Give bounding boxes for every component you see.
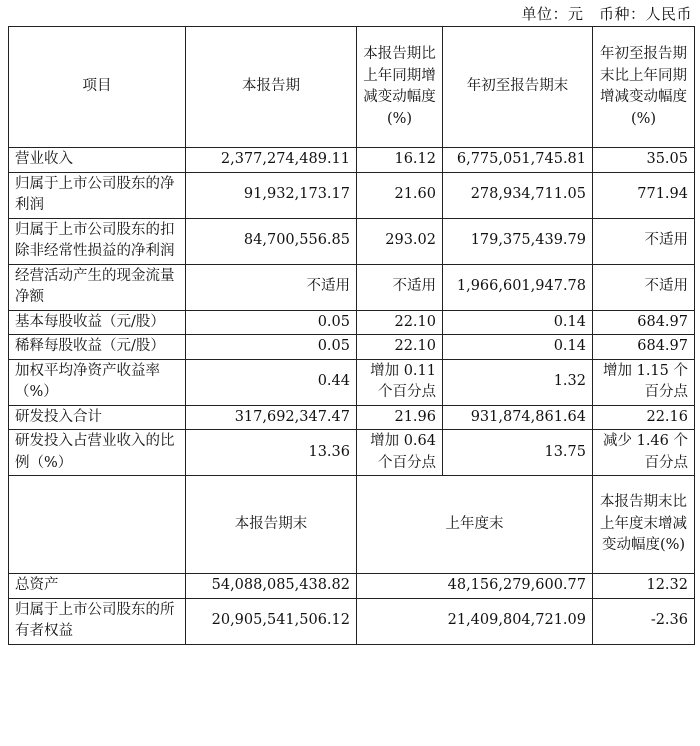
ytd-yoy-value: 22.16	[593, 405, 695, 430]
table-row	[9, 264, 695, 310]
yoy-value: 22.10	[357, 310, 443, 335]
ytd-yoy-value: 771.94	[593, 172, 695, 218]
table-row	[9, 574, 695, 599]
change-value: 12.32	[593, 574, 695, 599]
yoy-value: 不适用	[357, 264, 443, 310]
yoy-value: 21.60	[357, 172, 443, 218]
row-label: 归属于上市公司股东的所有者权益	[9, 598, 186, 644]
header-row-balance	[9, 476, 695, 574]
row-label: 加权平均净资产收益率（%）	[9, 359, 186, 405]
ytd-yoy-value: 不适用	[593, 264, 695, 310]
period-end-value: 54,088,085,438.82	[186, 574, 357, 599]
ytd-value: 1,966,601,947.78	[443, 264, 593, 310]
ytd-value: 1.32	[443, 359, 593, 405]
current-value: 91,932,173.17	[186, 172, 357, 218]
header-blank-cell	[9, 476, 186, 574]
row-label: 总资产	[9, 574, 186, 599]
yoy-value: 293.02	[357, 218, 443, 264]
row-label: 经营活动产生的现金流量净额	[9, 264, 186, 310]
row-label: 营业收入	[9, 148, 186, 173]
yoy-value: 21.96	[357, 405, 443, 430]
table-row	[9, 405, 695, 430]
last-year-end-value: 48,156,279,600.77	[357, 574, 593, 599]
table-row	[9, 430, 695, 476]
row-label: 稀释每股收益（元/股）	[9, 335, 186, 360]
ytd-yoy-value: 不适用	[593, 218, 695, 264]
table-row	[9, 148, 695, 173]
ytd-value: 179,375,439.79	[443, 218, 593, 264]
current-value: 不适用	[186, 264, 357, 310]
current-value: 0.44	[186, 359, 357, 405]
last-year-end-value: 21,409,804,721.09	[357, 598, 593, 644]
unit-currency-note: 单位：元 币种：人民币	[521, 5, 692, 23]
table-row	[9, 359, 695, 405]
ytd-yoy-value: 684.97	[593, 310, 695, 335]
current-value: 0.05	[186, 310, 357, 335]
current-value: 317,692,347.47	[186, 405, 357, 430]
current-value: 2,377,274,489.11	[186, 148, 357, 173]
ytd-value: 6,775,051,745.81	[443, 148, 593, 173]
row-label: 研发投入合计	[9, 405, 186, 430]
ytd-value: 278,934,711.05	[443, 172, 593, 218]
row-label: 归属于上市公司股东的净利润	[9, 172, 186, 218]
current-value: 13.36	[186, 430, 357, 476]
table-row	[9, 218, 695, 264]
ytd-value: 931,874,861.64	[443, 405, 593, 430]
header-row	[9, 27, 695, 148]
ytd-value: 0.14	[443, 335, 593, 360]
table-row	[9, 310, 695, 335]
change-value: -2.36	[593, 598, 695, 644]
financial-data-table	[8, 26, 695, 645]
current-value: 0.05	[186, 335, 357, 360]
yoy-value: 增加 0.64 个百分点	[357, 430, 443, 476]
ytd-value: 0.14	[443, 310, 593, 335]
header-item: 项目	[9, 27, 186, 148]
header-balance-change: 本报告期末比上年度末增减变动幅度(%)	[593, 476, 695, 574]
header-ytd-yoy-change: 年初至报告期末比上年同期增减变动幅度(%)	[593, 27, 695, 148]
table-row	[9, 598, 695, 644]
period-end-value: 20,905,541,506.12	[186, 598, 357, 644]
yoy-value: 增加 0.11 个百分点	[357, 359, 443, 405]
row-label: 研发投入占营业收入的比例（%）	[9, 430, 186, 476]
current-value: 84,700,556.85	[186, 218, 357, 264]
table-row	[9, 335, 695, 360]
ytd-yoy-value: 684.97	[593, 335, 695, 360]
header-current-period: 本报告期	[186, 27, 357, 148]
header-ytd: 年初至报告期末	[443, 27, 593, 148]
ytd-yoy-value: 增加 1.15 个百分点	[593, 359, 695, 405]
table-row	[9, 172, 695, 218]
header-last-year-end: 上年度末	[357, 476, 593, 574]
row-label: 归属于上市公司股东的扣除非经常性损益的净利润	[9, 218, 186, 264]
ytd-yoy-value: 减少 1.46 个百分点	[593, 430, 695, 476]
row-label: 基本每股收益（元/股）	[9, 310, 186, 335]
ytd-yoy-value: 35.05	[593, 148, 695, 173]
ytd-value: 13.75	[443, 430, 593, 476]
yoy-value: 16.12	[357, 148, 443, 173]
header-yoy-change: 本报告期比上年同期增减变动幅度(%)	[357, 27, 443, 148]
yoy-value: 22.10	[357, 335, 443, 360]
header-period-end: 本报告期末	[186, 476, 357, 574]
